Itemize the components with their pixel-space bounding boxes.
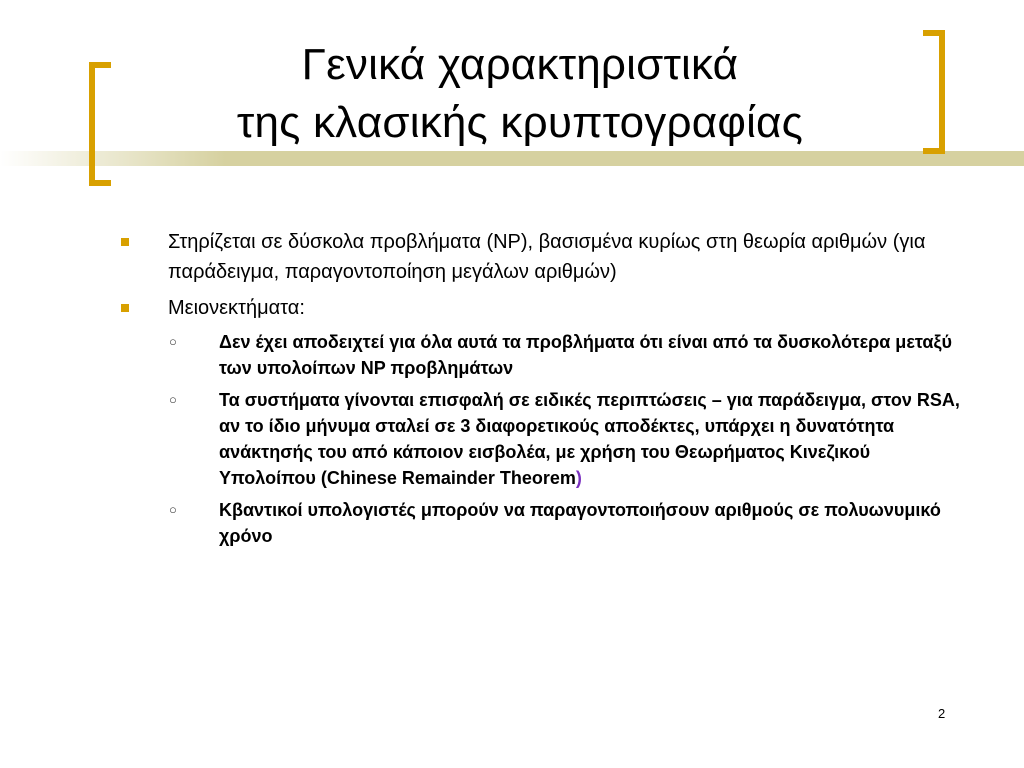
- square-bullet-icon: [121, 238, 129, 246]
- title-line-1: Γενικά χαρακτηριστικά: [301, 40, 739, 89]
- sub-bullet-text: Κβαντικοί υπολογιστές μπορούν να παραγοντοποιήσουν αριθμούς σε πολυωνυμικό χρόνο: [219, 500, 941, 546]
- square-bullet-icon: [121, 304, 129, 312]
- circle-bullet-icon: ○: [169, 392, 177, 407]
- left-bracket-decoration: [89, 62, 113, 186]
- bullet-item: [118, 293, 948, 323]
- slide-title: [120, 36, 920, 152]
- circle-bullet-icon: ○: [169, 502, 177, 517]
- sub-bullet-text: Τα συστήματα γίνονται επισφαλή σε ειδικές περιπτώσεις – για παράδειγμα, στον RSA, αν το ίδιο μήνυμα σταλεί σε 3 διαφορετικούς αποδέκτες, υπάρχει η δυνατότητα ανάκτησής του από κάποιον εισβολέα, με χρήση του Θεωρήματος Κινεζικού Υπολοίπου (Chinese Remainder Theorem: [219, 390, 960, 488]
- sub-bullet-item: [118, 497, 964, 549]
- sub-bullet-item: [118, 329, 964, 381]
- page-number: 2: [938, 706, 946, 721]
- circle-bullet-icon: ○: [169, 334, 177, 349]
- sub-bullet-text: Δεν έχει αποδειχτεί για όλα αυτά τα προβλήματα ότι είναι από τα δυσκολότερα μεταξύ των υπολοίπων NP προβλημάτων: [219, 332, 952, 378]
- bullet-text: Στηρίζεται σε δύσκολα προβλήματα (NP), βασισμένα κυρίως στη θεωρία αριθμών (για παράδειγμα, παραγοντοποίηση μεγάλων αριθμών): [168, 231, 926, 283]
- closing-parenthesis: ): [575, 468, 582, 488]
- sub-bullet-item: [118, 387, 964, 491]
- bullet-item: [118, 227, 948, 287]
- slide-content: [118, 227, 978, 555]
- title-band: [0, 151, 1024, 166]
- title-line-2: της κλασικής κρυπτογραφίας: [236, 98, 804, 147]
- bullet-text: Μειονεκτήματα:: [168, 297, 305, 319]
- right-bracket-decoration: [921, 30, 945, 154]
